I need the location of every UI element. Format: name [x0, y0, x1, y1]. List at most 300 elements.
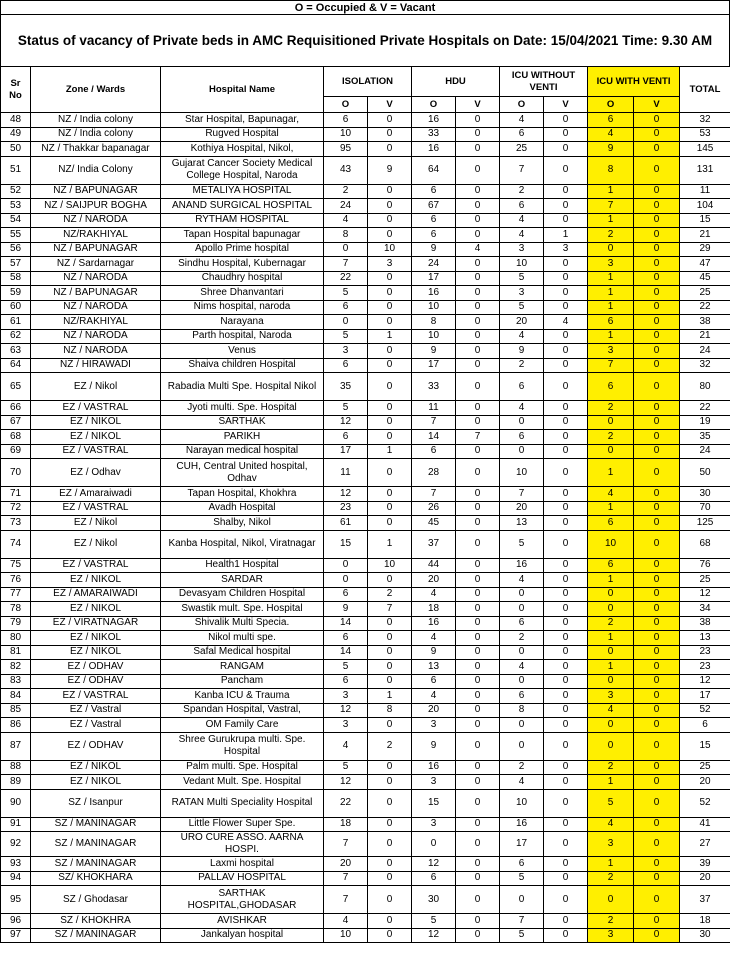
cell-icu-venti-v: 0 [634, 789, 680, 817]
header-occupied: O [588, 97, 634, 113]
cell-isolation-o: 14 [324, 616, 368, 631]
cell-icu-wo-o: 3 [500, 286, 544, 301]
cell-icu-venti-v: 0 [634, 430, 680, 445]
cell-icu-wo-v: 0 [544, 732, 588, 760]
cell-hospital: PARIKH [161, 430, 324, 445]
cell-sr: 65 [1, 373, 31, 401]
cell-total: 52 [680, 789, 730, 817]
cell-hospital: RYTHAM HOSPITAL [161, 213, 324, 228]
cell-sr: 86 [1, 718, 31, 733]
cell-total: 21 [680, 228, 730, 243]
cell-icu-wo-v: 0 [544, 558, 588, 573]
cell-hospital: Pancham [161, 674, 324, 689]
cell-isolation-o: 8 [324, 228, 368, 243]
cell-zone: EZ / Odhav [31, 459, 161, 487]
cell-isolation-v: 0 [368, 616, 412, 631]
cell-isolation-v: 3 [368, 257, 412, 272]
cell-hospital: Kanba ICU & Trauma [161, 689, 324, 704]
cell-icu-venti-o: 1 [588, 775, 634, 790]
cell-total: 39 [680, 857, 730, 872]
cell-isolation-o: 24 [324, 199, 368, 214]
cell-total: 23 [680, 645, 730, 660]
cell-icu-venti-v: 0 [634, 886, 680, 914]
cell-icu-venti-v: 0 [634, 444, 680, 459]
cell-zone: SZ / MANINAGAR [31, 928, 161, 943]
cell-isolation-o: 0 [324, 242, 368, 257]
cell-sr: 87 [1, 732, 31, 760]
cell-isolation-o: 3 [324, 689, 368, 704]
cell-isolation-o: 3 [324, 718, 368, 733]
cell-icu-venti-v: 0 [634, 315, 680, 330]
table-row [1, 444, 730, 459]
legend: O = Occupied & V = Vacant [0, 0, 730, 14]
cell-isolation-v: 2 [368, 732, 412, 760]
cell-isolation-v: 0 [368, 871, 412, 886]
cell-icu-wo-v: 0 [544, 156, 588, 184]
cell-total: 25 [680, 760, 730, 775]
cell-sr: 72 [1, 501, 31, 516]
cell-isolation-v: 10 [368, 558, 412, 573]
cell-hdu-o: 0 [412, 832, 456, 857]
cell-icu-venti-v: 0 [634, 674, 680, 689]
table-row [1, 587, 730, 602]
cell-zone: EZ / NIKOL [31, 631, 161, 646]
cell-sr: 57 [1, 257, 31, 272]
cell-icu-venti-v: 0 [634, 516, 680, 531]
cell-isolation-v: 0 [368, 127, 412, 142]
cell-isolation-v: 0 [368, 674, 412, 689]
cell-isolation-o: 22 [324, 789, 368, 817]
cell-icu-venti-o: 0 [588, 674, 634, 689]
table-row [1, 689, 730, 704]
cell-total: 25 [680, 286, 730, 301]
header-sr: Sr No [1, 67, 31, 113]
cell-icu-wo-v: 0 [544, 886, 588, 914]
table-row [1, 914, 730, 929]
cell-hdu-o: 33 [412, 127, 456, 142]
cell-icu-wo-o: 7 [500, 156, 544, 184]
table-row [1, 156, 730, 184]
cell-zone: NZ/RAKHIYAL [31, 315, 161, 330]
cell-icu-wo-o: 0 [500, 587, 544, 602]
header-vacant: V [544, 97, 588, 113]
table-row [1, 415, 730, 430]
cell-zone: SZ / KHOKHRA [31, 914, 161, 929]
table-row [1, 487, 730, 502]
cell-zone: SZ / MANINAGAR [31, 817, 161, 832]
cell-zone: EZ / Nikol [31, 516, 161, 531]
cell-hospital: Tapan Hospital bapunagar [161, 228, 324, 243]
cell-icu-venti-o: 0 [588, 732, 634, 760]
table-row [1, 199, 730, 214]
cell-icu-wo-o: 0 [500, 645, 544, 660]
cell-icu-wo-v: 0 [544, 674, 588, 689]
cell-hdu-v: 0 [456, 415, 500, 430]
cell-icu-wo-o: 4 [500, 213, 544, 228]
cell-total: 24 [680, 344, 730, 359]
cell-sr: 66 [1, 401, 31, 416]
cell-isolation-v: 0 [368, 271, 412, 286]
cell-total: 17 [680, 689, 730, 704]
cell-icu-venti-o: 1 [588, 271, 634, 286]
cell-isolation-v: 0 [368, 775, 412, 790]
cell-hdu-o: 30 [412, 886, 456, 914]
cell-icu-venti-o: 4 [588, 817, 634, 832]
cell-isolation-o: 61 [324, 516, 368, 531]
cell-icu-wo-v: 0 [544, 530, 588, 558]
cell-total: 50 [680, 459, 730, 487]
table-row [1, 817, 730, 832]
cell-zone: EZ / ODHAV [31, 732, 161, 760]
cell-sr: 97 [1, 928, 31, 943]
cell-hdu-v: 0 [456, 373, 500, 401]
cell-isolation-v: 0 [368, 113, 412, 128]
cell-zone: NZ / NARODA [31, 300, 161, 315]
cell-isolation-v: 0 [368, 645, 412, 660]
cell-hospital: Palm multi. Spe. Hospital [161, 760, 324, 775]
cell-hospital: Apollo Prime hospital [161, 242, 324, 257]
cell-hdu-v: 0 [456, 703, 500, 718]
cell-hospital: Shivalik Multi Specia. [161, 616, 324, 631]
cell-isolation-v: 0 [368, 487, 412, 502]
cell-isolation-o: 6 [324, 631, 368, 646]
cell-icu-wo-o: 10 [500, 257, 544, 272]
cell-icu-venti-v: 0 [634, 832, 680, 857]
cell-icu-venti-o: 1 [588, 286, 634, 301]
cell-isolation-v: 0 [368, 300, 412, 315]
cell-isolation-o: 9 [324, 602, 368, 617]
cell-icu-wo-v: 0 [544, 329, 588, 344]
cell-hdu-v: 0 [456, 732, 500, 760]
cell-hdu-v: 0 [456, 300, 500, 315]
table-row [1, 602, 730, 617]
cell-hospital: Rabadia Multi Spe. Hospital Nikol [161, 373, 324, 401]
cell-hospital: Shalby, Nikol [161, 516, 324, 531]
header-icu-with-venti: ICU WITH VENTI [588, 67, 680, 97]
cell-hospital: Gujarat Cancer Society Medical College Hospital, Naroda [161, 156, 324, 184]
cell-isolation-o: 17 [324, 444, 368, 459]
cell-hdu-o: 16 [412, 286, 456, 301]
cell-hdu-v: 0 [456, 501, 500, 516]
cell-icu-wo-v: 0 [544, 914, 588, 929]
table-row [1, 616, 730, 631]
cell-isolation-v: 0 [368, 430, 412, 445]
cell-sr: 82 [1, 660, 31, 675]
cell-hospital: Safal Medical hospital [161, 645, 324, 660]
cell-hdu-v: 0 [456, 775, 500, 790]
cell-isolation-v: 0 [368, 817, 412, 832]
cell-icu-wo-o: 5 [500, 530, 544, 558]
cell-hospital: Kothiya Hospital, Nikol, [161, 142, 324, 157]
cell-icu-venti-v: 0 [634, 587, 680, 602]
cell-hdu-v: 0 [456, 257, 500, 272]
cell-hdu-v: 0 [456, 344, 500, 359]
cell-icu-venti-o: 2 [588, 760, 634, 775]
cell-zone: SZ / MANINAGAR [31, 857, 161, 872]
header-vacant: V [456, 97, 500, 113]
cell-isolation-o: 14 [324, 645, 368, 660]
cell-hdu-o: 16 [412, 616, 456, 631]
cell-icu-wo-v: 0 [544, 257, 588, 272]
cell-icu-venti-v: 0 [634, 501, 680, 516]
cell-hdu-v: 0 [456, 886, 500, 914]
cell-total: 38 [680, 616, 730, 631]
cell-sr: 79 [1, 616, 31, 631]
cell-total: 47 [680, 257, 730, 272]
cell-isolation-v: 0 [368, 914, 412, 929]
cell-icu-wo-v: 0 [544, 430, 588, 445]
cell-hdu-o: 9 [412, 732, 456, 760]
cell-sr: 83 [1, 674, 31, 689]
cell-isolation-o: 6 [324, 300, 368, 315]
cell-icu-wo-v: 0 [544, 602, 588, 617]
cell-sr: 68 [1, 430, 31, 445]
cell-icu-wo-v: 0 [544, 775, 588, 790]
cell-sr: 92 [1, 832, 31, 857]
cell-zone: EZ / ODHAV [31, 660, 161, 675]
table-row [1, 871, 730, 886]
cell-isolation-o: 5 [324, 660, 368, 675]
cell-zone: EZ / NIKOL [31, 645, 161, 660]
cell-total: 32 [680, 113, 730, 128]
cell-icu-venti-v: 0 [634, 184, 680, 199]
cell-hdu-v: 0 [456, 358, 500, 373]
cell-isolation-v: 0 [368, 832, 412, 857]
table-row [1, 329, 730, 344]
cell-isolation-o: 7 [324, 871, 368, 886]
cell-sr: 96 [1, 914, 31, 929]
cell-icu-wo-o: 5 [500, 871, 544, 886]
cell-hospital: Jyoti multi. Spe. Hospital [161, 401, 324, 416]
cell-hdu-o: 4 [412, 587, 456, 602]
cell-zone: EZ / NIKOL [31, 602, 161, 617]
cell-hdu-o: 28 [412, 459, 456, 487]
cell-icu-wo-v: 0 [544, 789, 588, 817]
cell-hdu-o: 3 [412, 718, 456, 733]
cell-isolation-o: 6 [324, 587, 368, 602]
cell-hdu-o: 12 [412, 928, 456, 943]
cell-icu-wo-o: 17 [500, 832, 544, 857]
cell-isolation-o: 18 [324, 817, 368, 832]
table-row [1, 344, 730, 359]
cell-icu-venti-o: 1 [588, 459, 634, 487]
cell-total: 45 [680, 271, 730, 286]
cell-icu-venti-v: 0 [634, 300, 680, 315]
cell-isolation-v: 0 [368, 516, 412, 531]
cell-total: 37 [680, 886, 730, 914]
cell-sr: 77 [1, 587, 31, 602]
cell-isolation-v: 1 [368, 444, 412, 459]
cell-icu-wo-o: 6 [500, 689, 544, 704]
cell-icu-venti-o: 4 [588, 703, 634, 718]
header-vacant: V [368, 97, 412, 113]
cell-hdu-o: 67 [412, 199, 456, 214]
cell-hospital: Shree Dhanvantari [161, 286, 324, 301]
cell-hospital: Vedant Mult. Spe. Hospital [161, 775, 324, 790]
cell-hdu-v: 0 [456, 674, 500, 689]
cell-zone: NZ/ India Colony [31, 156, 161, 184]
cell-icu-wo-v: 0 [544, 587, 588, 602]
cell-total: 80 [680, 373, 730, 401]
cell-hdu-v: 0 [456, 286, 500, 301]
cell-icu-venti-v: 0 [634, 271, 680, 286]
table-row [1, 358, 730, 373]
cell-hdu-o: 9 [412, 344, 456, 359]
cell-zone: EZ / NIKOL [31, 760, 161, 775]
cell-hospital: SARTHAK [161, 415, 324, 430]
cell-hospital: METALIYA HOSPITAL [161, 184, 324, 199]
cell-icu-wo-o: 4 [500, 113, 544, 128]
cell-icu-wo-o: 4 [500, 573, 544, 588]
cell-icu-venti-o: 6 [588, 516, 634, 531]
cell-icu-venti-v: 0 [634, 645, 680, 660]
cell-sr: 93 [1, 857, 31, 872]
cell-icu-venti-o: 6 [588, 373, 634, 401]
cell-icu-wo-v: 0 [544, 184, 588, 199]
cell-isolation-o: 12 [324, 703, 368, 718]
cell-icu-wo-v: 0 [544, 660, 588, 675]
cell-hdu-v: 7 [456, 430, 500, 445]
cell-total: 12 [680, 674, 730, 689]
cell-icu-venti-o: 10 [588, 530, 634, 558]
cell-isolation-v: 1 [368, 329, 412, 344]
cell-icu-wo-o: 6 [500, 373, 544, 401]
cell-hdu-o: 20 [412, 573, 456, 588]
cell-hospital: Spandan Hospital, Vastral, [161, 703, 324, 718]
cell-sr: 71 [1, 487, 31, 502]
cell-hdu-o: 4 [412, 631, 456, 646]
cell-sr: 64 [1, 358, 31, 373]
cell-hdu-o: 6 [412, 213, 456, 228]
cell-sr: 56 [1, 242, 31, 257]
cell-sr: 85 [1, 703, 31, 718]
cell-zone: NZ / HIRAWADI [31, 358, 161, 373]
cell-hdu-v: 0 [456, 459, 500, 487]
cell-total: 25 [680, 573, 730, 588]
table-row [1, 271, 730, 286]
cell-icu-wo-v: 0 [544, 358, 588, 373]
cell-icu-venti-v: 0 [634, 871, 680, 886]
cell-total: 15 [680, 213, 730, 228]
cell-isolation-o: 12 [324, 775, 368, 790]
cell-icu-venti-o: 3 [588, 928, 634, 943]
cell-icu-venti-o: 0 [588, 444, 634, 459]
cell-isolation-o: 15 [324, 530, 368, 558]
cell-zone: NZ / NARODA [31, 344, 161, 359]
cell-total: 68 [680, 530, 730, 558]
cell-sr: 62 [1, 329, 31, 344]
cell-icu-venti-v: 0 [634, 459, 680, 487]
cell-icu-venti-o: 0 [588, 602, 634, 617]
table-row [1, 703, 730, 718]
cell-isolation-v: 0 [368, 286, 412, 301]
cell-icu-venti-v: 0 [634, 660, 680, 675]
cell-zone: EZ / Amaraiwadi [31, 487, 161, 502]
cell-hdu-v: 0 [456, 718, 500, 733]
cell-icu-venti-v: 0 [634, 602, 680, 617]
cell-icu-venti-o: 0 [588, 886, 634, 914]
cell-icu-venti-o: 4 [588, 127, 634, 142]
cell-hospital: Star Hospital, Bapunagar, [161, 113, 324, 128]
table-row [1, 459, 730, 487]
cell-zone: NZ / Thakkar bapanagar [31, 142, 161, 157]
cell-zone: EZ / NIKOL [31, 415, 161, 430]
cell-isolation-v: 0 [368, 660, 412, 675]
table-row [1, 113, 730, 128]
cell-icu-wo-v: 0 [544, 718, 588, 733]
cell-isolation-v: 0 [368, 760, 412, 775]
cell-icu-venti-v: 0 [634, 228, 680, 243]
cell-icu-wo-v: 0 [544, 300, 588, 315]
cell-total: 19 [680, 415, 730, 430]
cell-sr: 78 [1, 602, 31, 617]
cell-zone: SZ / Ghodasar [31, 886, 161, 914]
cell-icu-wo-v: 0 [544, 401, 588, 416]
cell-zone: NZ / BAPUNAGAR [31, 184, 161, 199]
cell-hdu-o: 3 [412, 775, 456, 790]
cell-total: 145 [680, 142, 730, 157]
cell-sr: 52 [1, 184, 31, 199]
cell-isolation-o: 4 [324, 213, 368, 228]
cell-icu-wo-o: 4 [500, 329, 544, 344]
table-row [1, 857, 730, 872]
cell-icu-wo-v: 0 [544, 113, 588, 128]
cell-isolation-v: 0 [368, 857, 412, 872]
cell-isolation-v: 0 [368, 199, 412, 214]
header-hospital: Hospital Name [161, 67, 324, 113]
cell-total: 23 [680, 660, 730, 675]
cell-hdu-v: 0 [456, 616, 500, 631]
table-row [1, 645, 730, 660]
cell-hdu-o: 15 [412, 789, 456, 817]
cell-isolation-o: 12 [324, 415, 368, 430]
cell-zone: EZ / Vastral [31, 718, 161, 733]
cell-icu-venti-o: 2 [588, 616, 634, 631]
cell-hdu-v: 0 [456, 530, 500, 558]
cell-icu-wo-v: 3 [544, 242, 588, 257]
cell-hospital: Shree Gurukrupa multi. Spe. Hospital [161, 732, 324, 760]
cell-isolation-v: 0 [368, 415, 412, 430]
cell-icu-wo-v: 0 [544, 487, 588, 502]
cell-hospital: Shaiva children Hospital [161, 358, 324, 373]
cell-hdu-v: 4 [456, 242, 500, 257]
cell-icu-wo-o: 6 [500, 430, 544, 445]
cell-hospital: AVISHKAR [161, 914, 324, 929]
cell-icu-wo-v: 0 [544, 516, 588, 531]
cell-hdu-v: 0 [456, 184, 500, 199]
cell-icu-venti-o: 3 [588, 832, 634, 857]
cell-hospital: Health1 Hospital [161, 558, 324, 573]
cell-zone: NZ / India colony [31, 127, 161, 142]
cell-hdu-v: 0 [456, 587, 500, 602]
cell-sr: 73 [1, 516, 31, 531]
cell-isolation-o: 4 [324, 732, 368, 760]
cell-icu-venti-v: 0 [634, 127, 680, 142]
cell-total: 20 [680, 871, 730, 886]
cell-total: 34 [680, 602, 730, 617]
cell-hdu-o: 9 [412, 242, 456, 257]
cell-icu-venti-v: 0 [634, 928, 680, 943]
cell-isolation-o: 22 [324, 271, 368, 286]
cell-icu-wo-v: 0 [544, 573, 588, 588]
cell-hdu-v: 0 [456, 660, 500, 675]
cell-sr: 90 [1, 789, 31, 817]
cell-hdu-v: 0 [456, 857, 500, 872]
cell-isolation-v: 1 [368, 689, 412, 704]
cell-hdu-o: 4 [412, 689, 456, 704]
cell-icu-wo-o: 13 [500, 516, 544, 531]
cell-zone: EZ / VASTRAL [31, 501, 161, 516]
